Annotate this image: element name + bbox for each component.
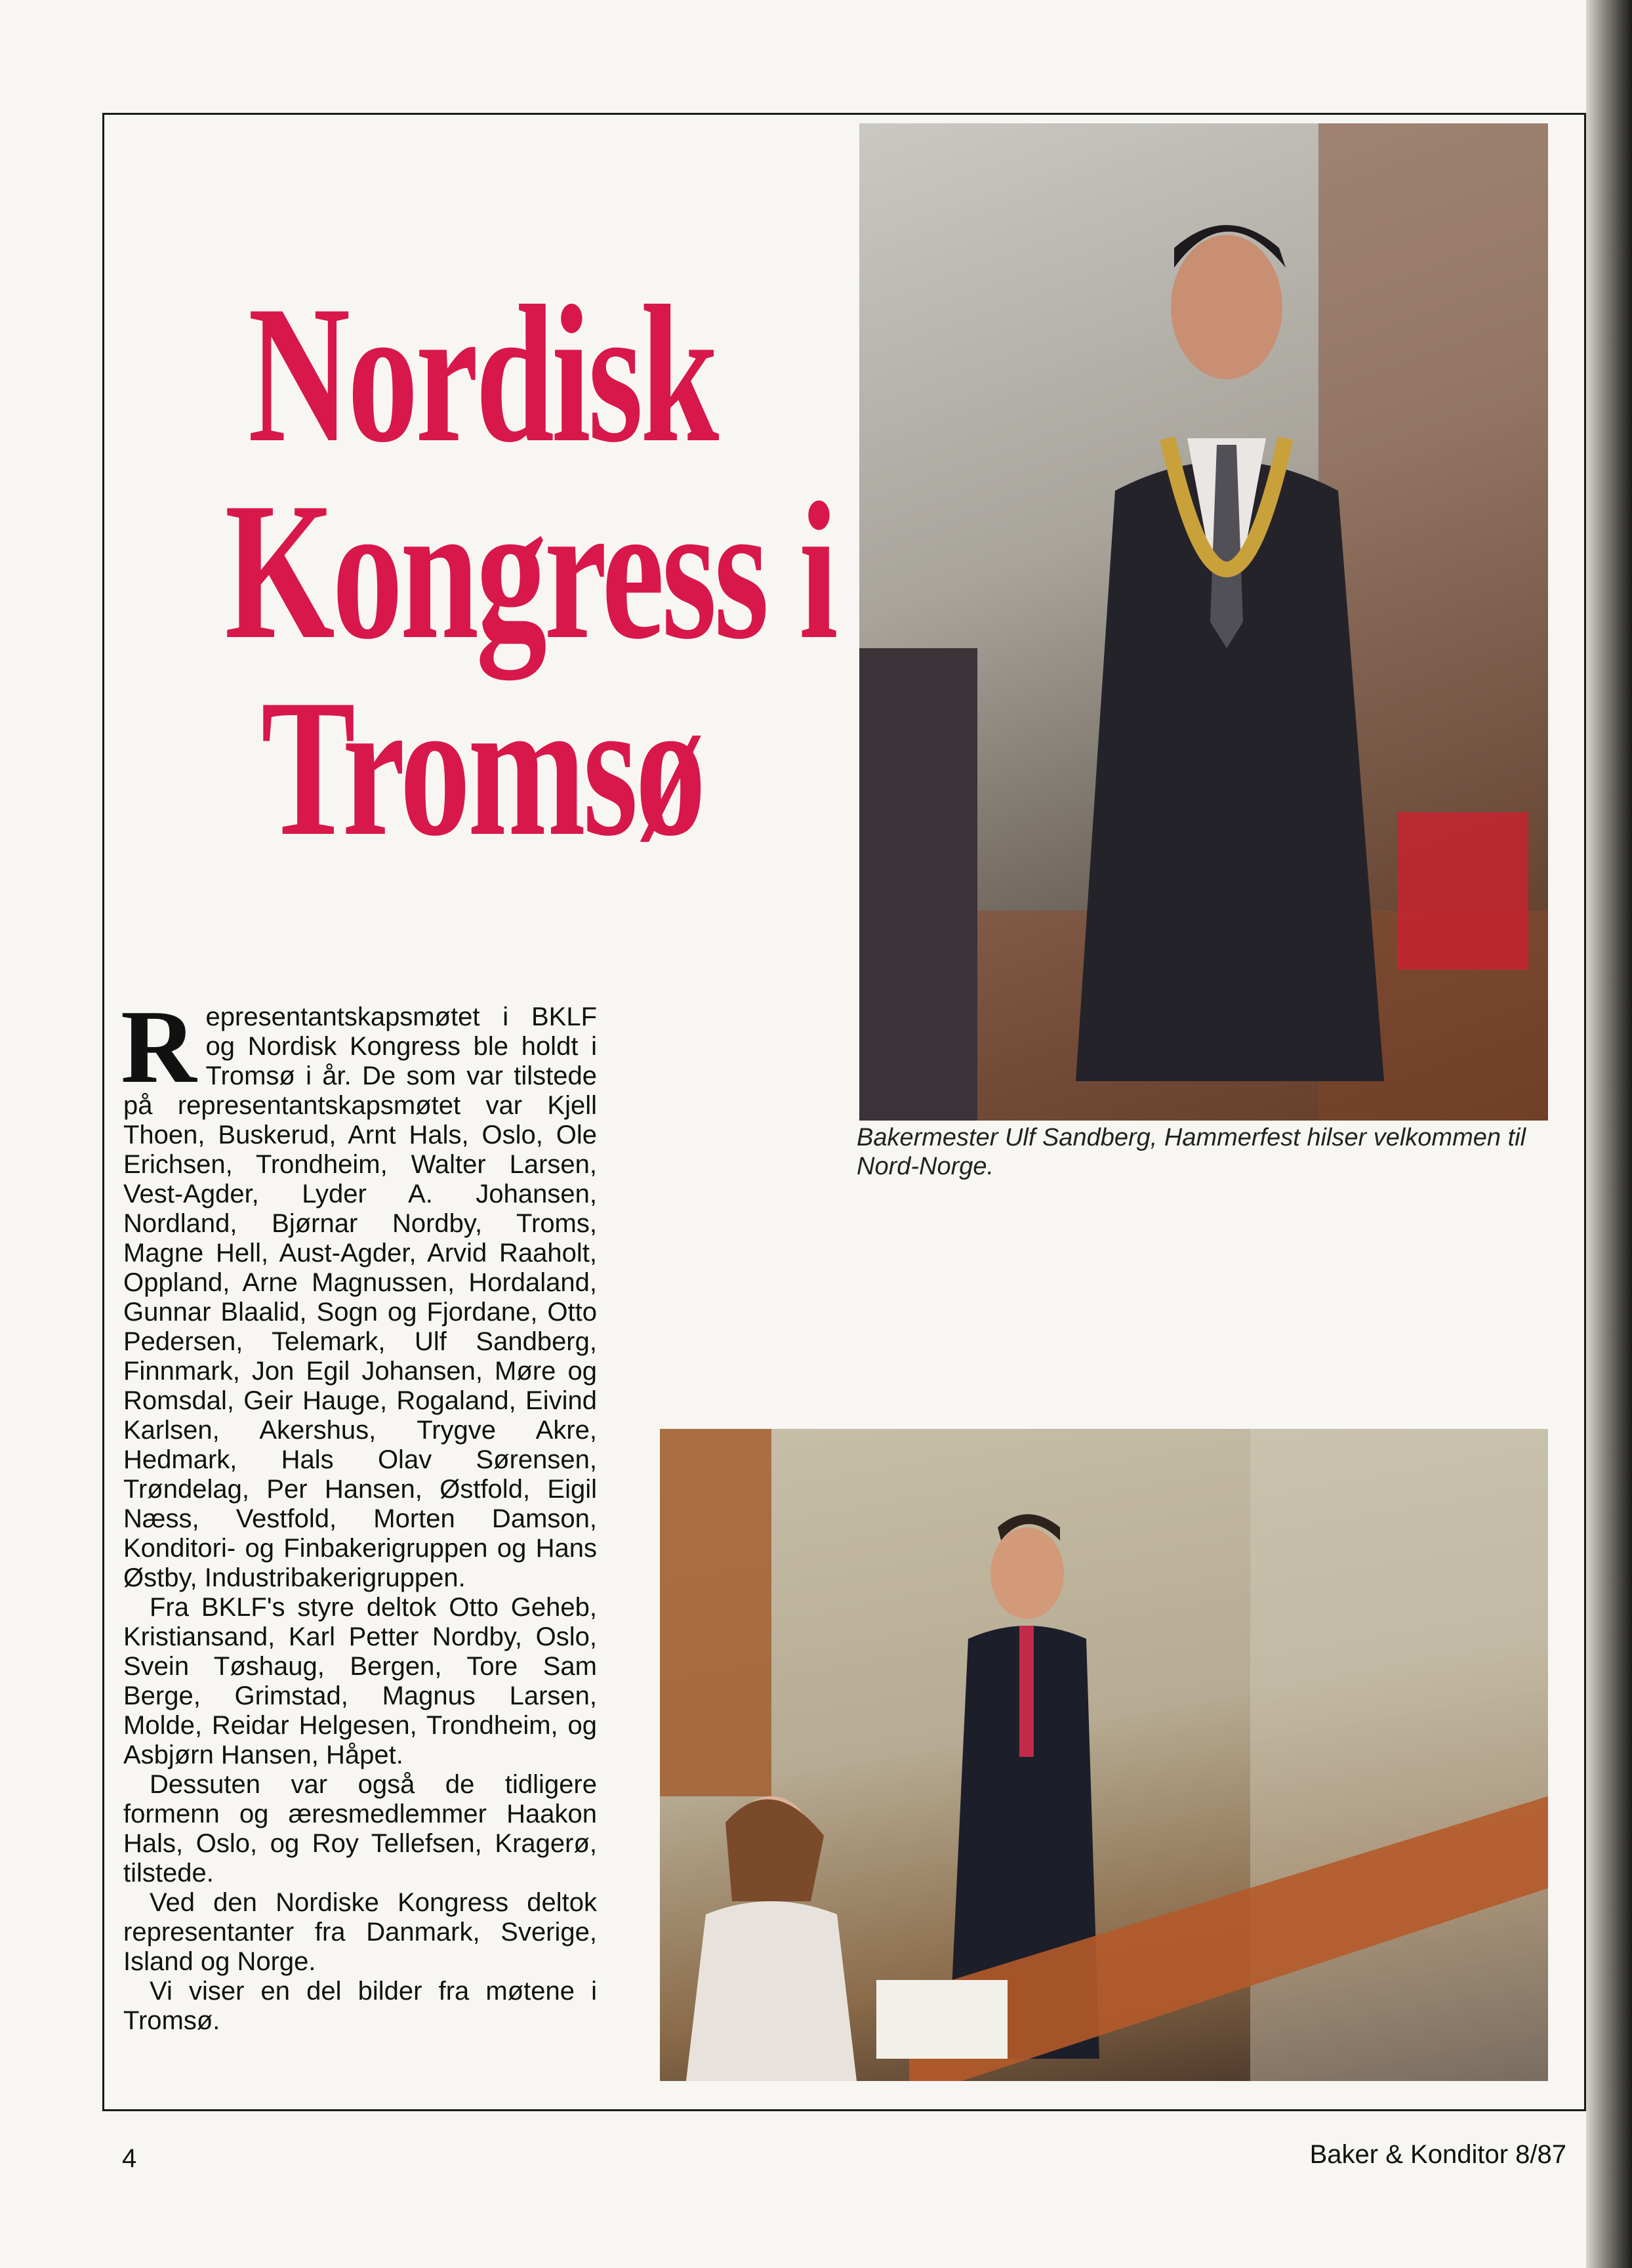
drop-cap: R [121,988,197,1105]
headline-line-3: Tromsø [260,659,704,876]
magazine-name: Baker & Konditor [1309,2140,1509,2169]
binding-edge [1586,0,1632,2268]
page-number: 4 [122,2144,137,2173]
article-paragraph: Dessuten var også de tidligere formenn og æresmedlemmer Haakon Hals, Oslo, og Roy Tellefsen, Kragerø, tilstede. [123,1770,597,1887]
article-paragraph-text: epresentantskapsmøtet i BKLF og Nordisk Kongress ble holdt i Tromsø i år. De som var tilstede på representantskapsmøtet var Kjell Thoen, Buskerud, Arnt Hals, Oslo, Ole Erichsen, Trondheim, Walter Larsen, Vest-Agder, Lyder A. Johansen, Nordland, Bjørnar Nordby, Troms, Magne Hell, Aust-Agder, Arvid Raaholt, Oppland, Arne Magnussen, Hordaland, Gunnar Blaalid, Sogn og Fjordane, Otto Pedersen, Telemark, Ulf Sandberg, Finnmark, Jon Egil Johansen, Møre og Romsdal, Geir Hauge, Rogaland, Eivind Karlsen, Akershus, Trygve Akre, Hedmark, Hals Olav Sørensen, Trøndelag, Per Hansen, Østfold, Eigil Næss, Vestfold, Morten Damson, Konditori- og Finbakerigruppen og Hans Østby, Industribakerigruppen. [123,1002,597,1592]
photo-meeting-illustration [660,1429,1548,2081]
article-paragraph: Vi viser en del bilder fra møtene i Tromsø. [123,1977,597,2035]
photo-speaker-with-chain [859,123,1548,1121]
article-body [121,988,597,2036]
headline [224,265,836,876]
photo-meeting-room [660,1429,1548,2081]
issue-number: 8/87 [1515,2140,1566,2169]
photo-speaker-illustration [859,123,1548,1121]
footer-magazine [1310,2140,1566,2170]
photo-caption: Bakermester Ulf Sandberg, Hammerfest hilser velkommen til Nord-Norge. [857,1124,1526,1180]
headline-line-1: Nordisk [248,265,716,483]
article-paragraph [121,988,597,1593]
article-paragraph: Ved den Nordiske Kongress deltok representanter fra Danmark, Sverige, Island og Norge. [123,1888,597,1976]
article-paragraph: Fra BKLF's styre deltok Otto Geheb, Kristiansand, Karl Petter Nordby, Oslo, Svein Tøshaug, Bergen, Tore Sam Berge, Grimstad, Magnus Larsen, Molde, Reidar Helgesen, Trondheim, og Asbjørn Hansen, Håpet. [123,1593,597,1769]
headline-line-2: Kongress i [224,462,836,680]
